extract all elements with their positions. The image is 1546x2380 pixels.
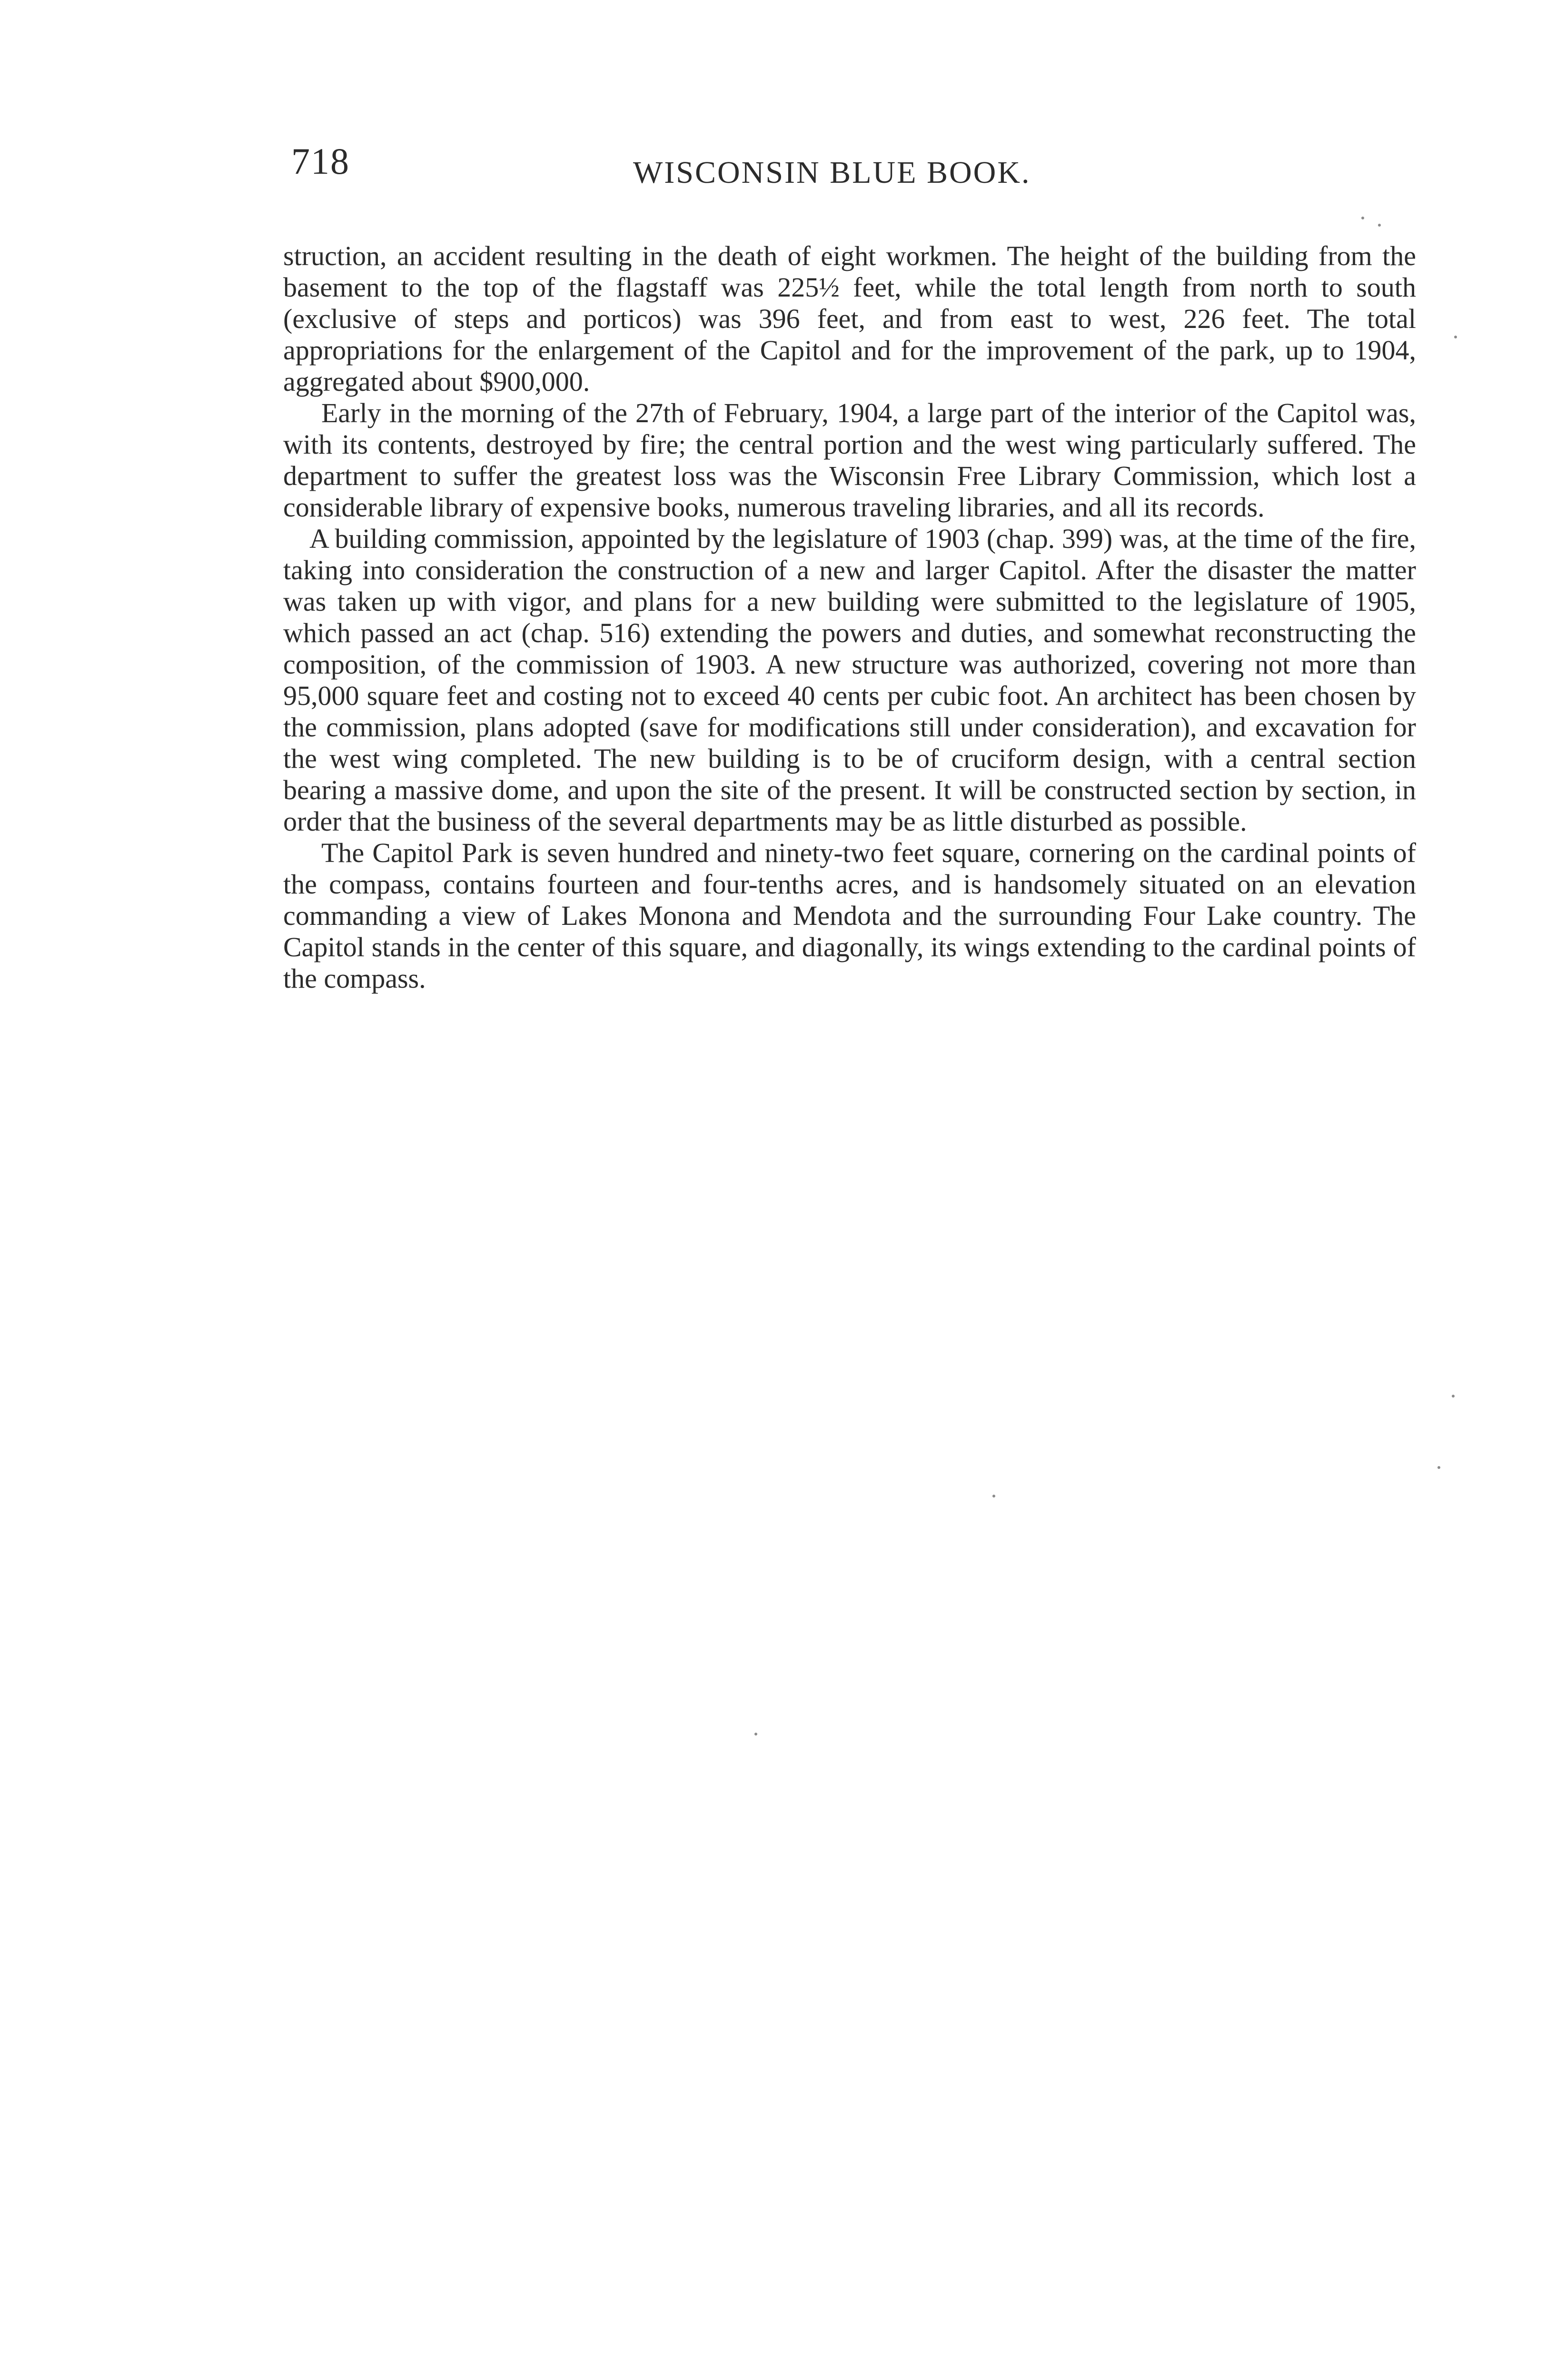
- running-title: WISCONSIN BLUE BOOK.: [633, 155, 1031, 190]
- scan-speck: [1452, 1395, 1455, 1398]
- paragraph-capitol-park: The Capitol Park is seven hundred and ninety-two feet square, cornering on the cardinal points of the compass, contains fourteen and four-tenths acres, and is handsomely situated on an elevation commanding a view of Lakes Monona and Mendota and the surrounding Four Lake country. The Capitol stands in the center of this square, and diagonally, its wings extending to the cardinal points of the compass.: [283, 837, 1416, 994]
- scan-speck: [1378, 224, 1381, 227]
- scan-speck: [1437, 1466, 1440, 1469]
- scan-speck: [754, 1733, 757, 1735]
- paragraph-continued: struction, an accident resulting in the death of eight workmen. The height of the building from the basement to the top of the flagstaff was 225½ feet, while the total length from north to south (exclusive of steps and porticos) was 396 feet, and from east to west, 226 feet. The total appropriations for the enlargement of the Capitol and for the improvement of the park, up to 1904, aggregated about $900,000.: [283, 240, 1416, 397]
- paragraph-building-commission: A building commission, appointed by the legislature of 1903 (chap. 399) was, at the time of the fire, taking into consideration the construction of a new and larger Capitol. After the disaster the matter was taken up with vigor, and plans for a new building were submitted to the legislature of 1905, which passed an act (chap. 516) extending the powers and duties, and somewhat reconstructing the composition, of the commission of 1903. A new structure was authorized, covering not more than 95,000 square feet and costing not to exceed 40 cents per cubic foot. An architect has been chosen by the commission, plans adopted (save for modifications still under consideration), and excavation for the west wing completed. The new building is to be of cruciform design, with a central section bearing a massive dome, and upon the site of the present. It will be constructed section by section, in order that the business of the several departments may be as little disturbed as possible.: [283, 523, 1416, 837]
- scan-speck: [1454, 336, 1457, 338]
- paragraph-fire: Early in the morning of the 27th of February, 1904, a large part of the interior of the Capitol was, with its contents, destroyed by fire; the central portion and the west wing particularly suffered. The department to suffer the greatest loss was the Wisconsin Free Library Commission, which lost a considerable library of expensive books, numerous traveling libraries, and all its records.: [283, 397, 1416, 523]
- scan-speck: [1361, 217, 1364, 219]
- page-number: 718: [291, 140, 350, 182]
- scan-speck: [992, 1495, 995, 1497]
- body-text: [283, 240, 1416, 994]
